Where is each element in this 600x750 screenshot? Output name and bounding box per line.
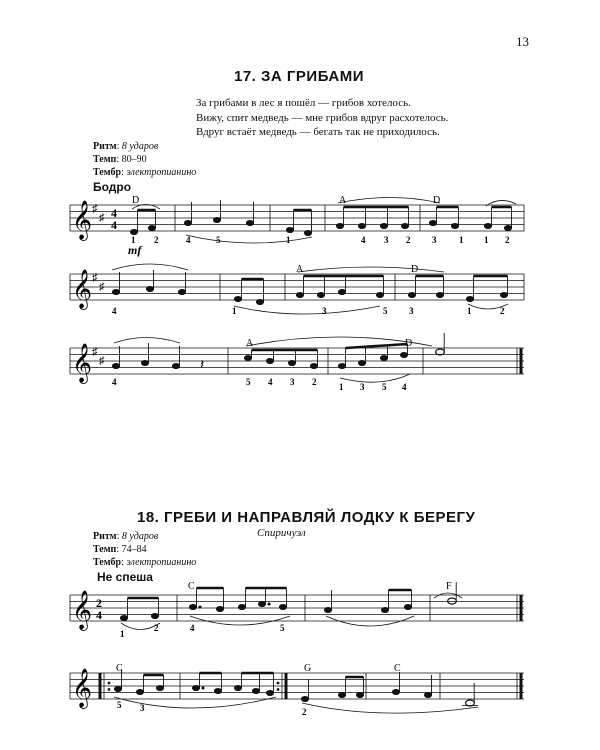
fingering: 3: [290, 377, 295, 387]
chord-symbol: D: [433, 195, 441, 206]
chord-symbol: A: [296, 264, 304, 275]
song-18-system-1: [0, 580, 600, 642]
fingering: 2: [312, 377, 317, 387]
song-17-lyrics: [196, 96, 448, 140]
chord-symbol: D: [411, 264, 419, 275]
fingering: 3: [140, 703, 145, 713]
fingering: 4: [112, 377, 117, 387]
fingering: 2: [302, 707, 307, 717]
song-18-tempo-marking: Не спеша: [97, 570, 153, 584]
treble-clef-icon: 𝄞: [72, 271, 93, 308]
chord-symbol: D: [405, 338, 413, 349]
tempo-value: 80–90: [121, 154, 147, 165]
treble-clef-icon: 𝄞: [72, 670, 93, 707]
song-17-meta: Ритм: 8 ударов Темп: 80–90 Тембр: электропианино: [93, 141, 197, 178]
time-signature-bottom: 4: [111, 218, 117, 232]
rhythm-value: 8 ударов: [121, 531, 159, 542]
time-signature-top: 4: [111, 206, 117, 220]
rhythm-label: Ритм: [93, 141, 117, 152]
page-number: 13: [516, 34, 529, 49]
rest-icon: 𝄽: [200, 358, 205, 373]
song-17-title: 17. ЗА ГРИБАМИ: [234, 68, 365, 85]
fingering: 5: [280, 623, 285, 633]
fingering: 5: [117, 700, 122, 710]
fingering: 2: [406, 235, 411, 245]
lyrics-line-1: За грибами в лес я пошёл — грибов хотелось.: [196, 97, 411, 109]
half-note-icon: [448, 598, 457, 604]
fingering: 2: [505, 235, 510, 245]
time-signature-bottom: 4: [96, 608, 102, 622]
chord-symbol: D: [132, 195, 140, 206]
song-18-subtitle: Спиричуэл: [257, 527, 306, 539]
song-18-system-2: [0, 655, 600, 725]
chord-symbol: C: [116, 663, 123, 674]
treble-clef-icon: 𝄞: [72, 592, 93, 629]
fingering: 3: [322, 306, 327, 316]
lyrics-line-3: Вдруг встаёт медведь — бегать так не приходилось.: [196, 126, 440, 138]
sharp-icon: ♯: [92, 203, 98, 215]
chord-symbol: G: [304, 663, 312, 674]
fingering: 5: [246, 377, 251, 387]
fingering: 5: [216, 235, 221, 245]
dynamics-marking: mf: [128, 243, 142, 257]
tempo-value: 74–84: [121, 544, 147, 555]
lyrics-line-2: Вижу, спит медведь — мне грибов вдруг расхотелось.: [196, 111, 449, 124]
sharp-icon: ♯: [99, 212, 105, 224]
fingering: 5: [382, 382, 387, 392]
fingering: 1: [131, 235, 136, 245]
timbre-value: электропианино: [126, 167, 197, 178]
chord-symbol: C: [188, 581, 195, 592]
fingering: 4: [402, 382, 407, 392]
fingering: 1: [232, 306, 237, 316]
sharp-icon: ♯: [99, 355, 105, 367]
sharp-icon: ♯: [92, 346, 98, 358]
fingering: 1: [286, 235, 291, 245]
fingering: 1: [484, 235, 489, 245]
fingering: 4: [112, 306, 117, 316]
chord-symbol: A: [339, 195, 347, 206]
fingering: 3: [409, 306, 414, 316]
fingering: 4: [186, 235, 191, 245]
chord-symbol: F: [446, 581, 452, 592]
timbre-label: Тембр: [93, 557, 122, 568]
fingering: 3: [360, 382, 365, 392]
sharp-icon: ♯: [99, 281, 105, 293]
fingering: 4: [268, 377, 273, 387]
fingering: 4: [190, 623, 195, 633]
treble-clef-icon: 𝄞: [72, 345, 93, 382]
fingering: 1: [459, 235, 464, 245]
half-note-icon: [466, 700, 475, 706]
timbre-label: Тембр: [93, 167, 122, 178]
treble-clef-icon: 𝄞: [72, 202, 93, 239]
fingering: 5: [383, 306, 388, 316]
fingering: 4: [361, 235, 366, 245]
chord-symbol: A: [246, 338, 254, 349]
fingering: 2: [500, 306, 505, 316]
fingering: 1: [120, 629, 125, 639]
song-18-title: 18. ГРЕБИ И НАПРАВЛЯЙ ЛОДКУ К БЕРЕГУ: [137, 509, 476, 526]
timbre-value: электропианино: [126, 557, 197, 568]
sharp-icon: ♯: [92, 272, 98, 284]
fingering: 1: [339, 382, 344, 392]
rhythm-value: 8 ударов: [121, 141, 159, 152]
song-18-meta: Ритм: 8 ударов Темп: 74–84 Тембр: электропианино: [93, 531, 197, 568]
song-17-tempo-marking: Бодро: [93, 180, 132, 194]
fingering: 3: [384, 235, 389, 245]
fingering: 1: [467, 306, 472, 316]
time-signature-top: 2: [96, 596, 102, 610]
song-17-system-1: [0, 190, 600, 260]
chord-symbol: C: [394, 663, 401, 674]
song-17-system-3: [0, 330, 600, 400]
fingering: 3: [432, 235, 437, 245]
rhythm-label: Ритм: [93, 531, 117, 542]
tempo-label: Темп: [93, 154, 117, 165]
fingering: 2: [154, 623, 159, 633]
song-17-system-2: [0, 262, 600, 326]
fingering: 2: [154, 235, 159, 245]
tempo-label: Темп: [93, 544, 117, 555]
